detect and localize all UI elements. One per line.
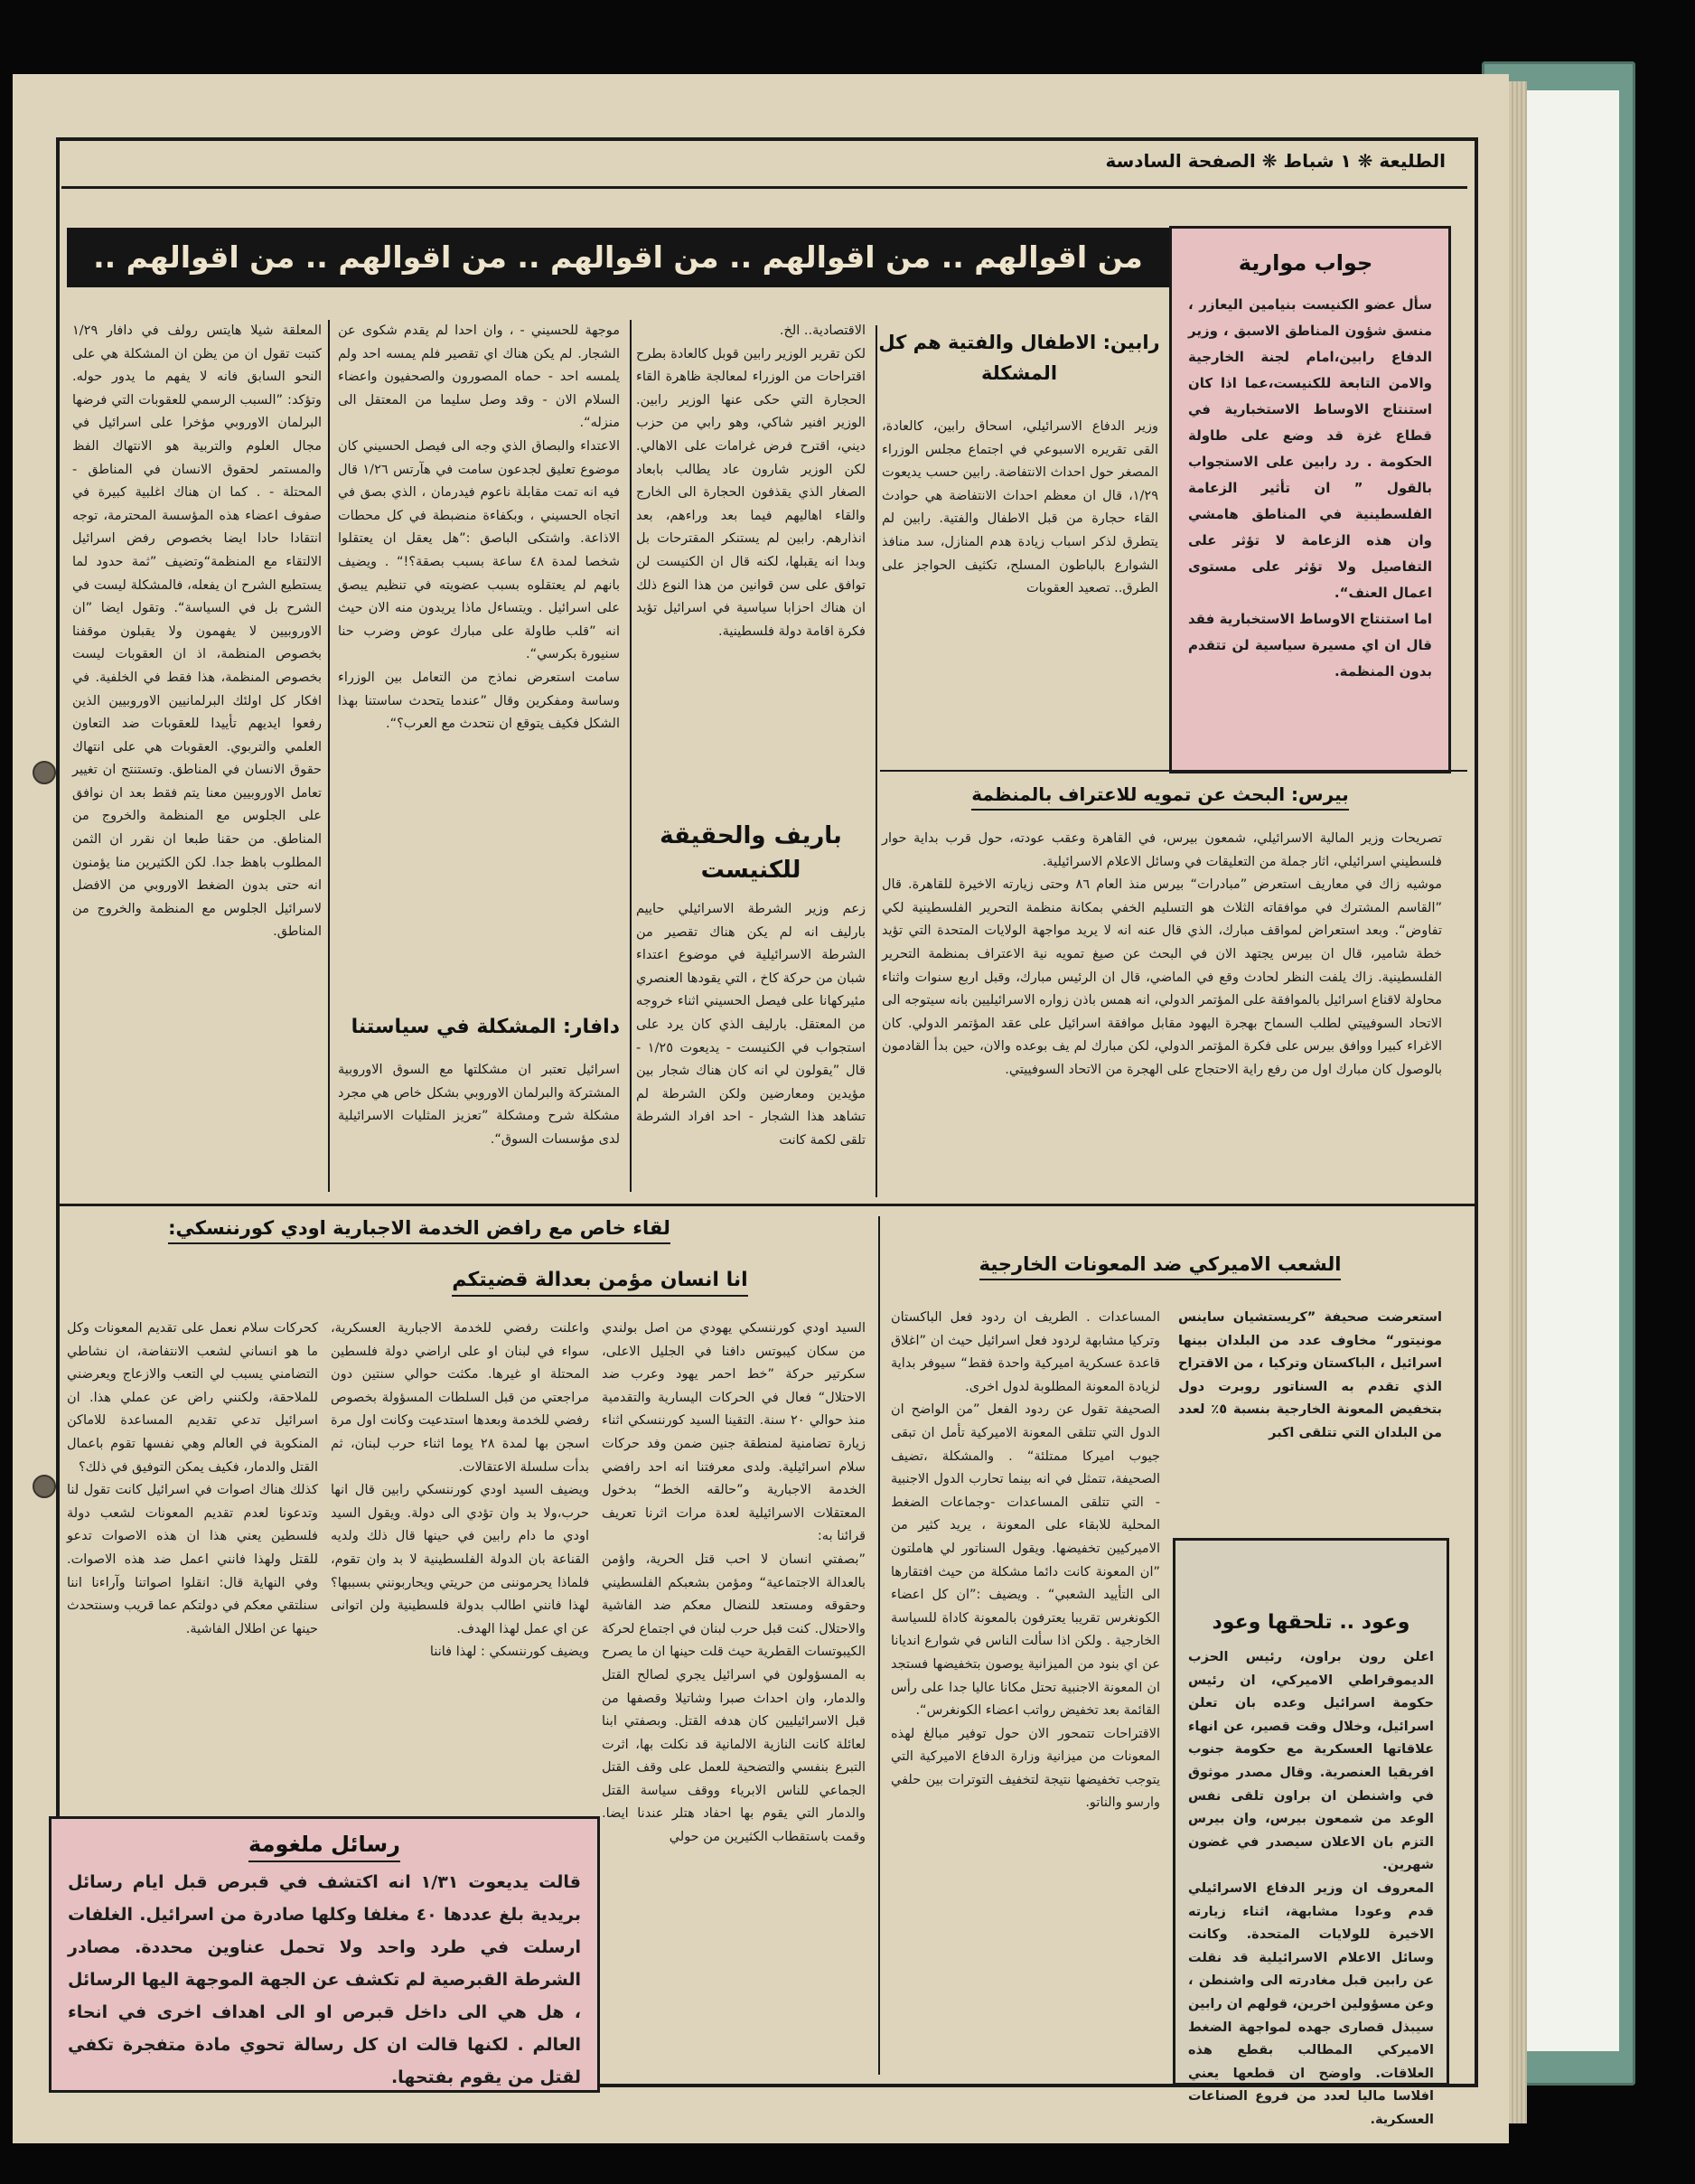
section-rule — [880, 770, 1467, 772]
interview-column-1: السيد اودي كورننسكي يهودي من اصل بولندي من سكان كيبوتس دافنا في الجليل الاعلى، سكرتير حركة ”خط احمر يهود وعرب ضد الاحتلال“ فعال في الحركات اليسارية والتقدمية منذ حوالي ٢٠ سنة. التقينا السيد كورننسكي اثناء زيارة تضامنية لمنطقة جنين ضمن وفد حركات سلام اسرائيلية. ولدى معرفتنا انه احد رافضي الخدمة الاجبارية و”حالقه الخط“ بدخول المعتقلات الاسرائيلية لعدة مرات اثرنا تعريف قرائنا به: ”بصفتي انسان لا احب قتل الحرية، واؤمن بالعدالة الاجتماعية“ ومؤمن بشعبكم الفلسطيني وحقوقه ومستعد للنضال معكم ضد الفاشية والاحتلال. كنت قبل حرب لبنان في اجتماع لحركة الكيبوتسات القطرية حيث قلت حينها ان ما يصرح به المسؤولون في اسرائيل يجري لصالح القتل والدمار، وان احداث صبرا وشاتيلا وقصفها من قبل الاسرائيليين كان هدفه القتل. وبصفتي ابنا لعائلة كانت النازية الالمانية قد نكلت بها، اثرت التبرع بنفسي والتضحية للعمل على وقف القتل الجماعي للناس الابرياء ووقف سياسة القتل والدمار التي يقوم بها احفاد هتلر عندنا ايضا. وقمت باستقطاب الكثيرين من حولي — [602, 1321, 866, 1845]
rabin-headline: رابين: الاطفال والفتية هم كل المشكلة — [878, 332, 1160, 384]
promises-body: اعلن رون براون، رئيس الحزب الديموقراطي الاميركي، ان رئيس حكومة اسرائيل وعده بان تعلن اسرائيل، وخلال وقت قصير، عن انهاء علاقاتها العسكرية مع حكومة جنوب افريقيا العنصرية. وقال مصدر موثوق في واشنطن ان براون تلقى نفس الوعد من شمعون بيرس، وان بيرس التزم بان الاعلان سيصدر في غضون شهرين. المعروف ان وزير الدفاع الاسرائيلي قدم وعودا مشابهة، اثناء زيارته الاخيرة للولايات المتحدة. وكانت وسائل الاعلام الاسرائيلية قد نقلت عن رابين قبل مغادرته الى واشنطن ، وعن مسؤولين اخرين، قولهم ان رابين سيبذل قصارى جهده لمواجهة الضغط الاميركي المطالب بقطع هذه العلاقات. واوضح ان قطعها يعني افلاسا ماليا لعدد من فروع الصناعات العسكرية. — [1188, 1650, 1434, 2127]
barlev-body: زعم وزير الشرطة الاسرائيلي حاييم بارليف انه لم يكن هناك تقصير من الشرطة الاسرائيلية في موضوع اعتداء شبان من حركة كاخ ، التي يقودها العنصري مئيركهانا على فيصل الحسيني اثناء خروجه من المعتقل. بارليف الذي كان يرد على استجواب في الكنيست - يديعوت ١/٢٥ - قال ”يقولون لي انه كان هناك شجار بين مؤيدين ومعارضين ولكن الشرطة لم تشاهد هذا الشجار - احد افراد الشرطة تلقى لكمة كانت — [636, 902, 866, 1148]
newspaper-page — [13, 74, 1509, 2143]
jawab-title: جواب موارية — [1238, 250, 1373, 276]
middle-column-body: الاقتصادية.. الخ. لكن تقرير الوزير رابين قوبل كالعادة بطرح اقتراحات من الوزراء لمعالجة ظاهرة القاء الحجارة التي حكى عنها الوزير رابين. الوزير افنير شاكي، وهو رابي من حزب ديني، اقترح فرض غرامات على الاهالي. لكن الوزير شارون عاد يطالب بابعاد الصغار الذي يقذفون الحجارة الى الخارج والقاء اهاليهم فيما بعد وراءهم، بعد انذارهم. رابين لم يستنكر المقترحات بل وبدا انه يقبلها، لكنه قال ان الكنيست لن توافق على سن قوانين من هذا النوع ذلك ان هناك احزابا سياسية في اسرائيل تؤيد فكرة اقامة دولة فلسطينية. — [636, 323, 866, 639]
column-rule — [328, 320, 330, 1192]
promises-box — [1173, 1538, 1449, 2127]
aid-left-column: المساعدات . الطريف ان ردود فعل الباكستان وتركيا مشابهة لردود فعل اسرائيل حيث ان ”اغلاق قاعدة عسكرية اميركية واحدة فقط“ سيوفر بداية لزيادة المعونة المطلوبة لدول اخرى. الصحيفة تقول عن ردود الفعل ”من الواضح ان الدول التي تتلقى المعونة الاميركية تأمل ان تبقى جيوب اميركا ممتلئة“ . والمشكلة ،تضيف الصحيفة، تتمثل في انه بينما تحارب الدول الاجنبية - التي تتلقى المساعدات -وجماعات الضغط المحلية للابقاء على المعونة ، يريد كثير من الاميركيين تخفيضها. ويقول السناتور لي هاملتون ”ان المعونة كانت دائما مشكلة من حيث افتقارها الى التأييد الشعبي“ . ويضيف :”ان كل اعضاء الكونغرس تقريبا يعترفون بالمعونة كاداة للسياسة الخارجية . ولكن اذا سألت الناس في شوارع انديانا عن اي بنود من الميزانية يوصون بتخفيضها فستجد ان المعونة الاجنبية تحتل مكانا عاليا جدا على رأس القائمة بعد تخفيض رواتب اعضاء الكونغرس“. الاقتراحات تتمحور الان حول توفير مبالغ لهذه المعونات من ميزانية وزارة الدفاع الاميركية التي يتوجب تخفيضها نتيجة لتخفيف التوترات بين حلفي وارسو والناتو. — [891, 1310, 1160, 1811]
peres-headline: بيرس: البحث عن تمويه للاعتراف بالمنظمة — [880, 779, 1440, 810]
interview-headline: لقاء خاص مع رافض الخدمة الاجبارية اودي كورننسكي: — [148, 1213, 690, 1243]
binding-hole — [33, 1475, 56, 1498]
interview-subtitle: انا انسان مؤمن بعدالة قضيتكم — [374, 1265, 826, 1296]
rabin-body: وزير الدفاع الاسرائيلي، اسحاق رابين، كالعادة، القى تقريره الاسبوعي في اجتماع مجلس الوزراء المصغر حول احداث الانتفاضة. رابين حسب يديعوت ١/٢٩، قال ان معظم احداث الانتفاضة هي حوادث القاء حجارة من قبل الاطفال والفتية. رابين لم يتطرق لذكر اسباب زيادة هدم المنازل، سد منافذ الشوارع بالباطون المسلح، تكثيف الحواجز على الطرق.. تصعيد العقوبات — [882, 419, 1158, 596]
interview-column-2: واعلنت رفضي للخدمة الاجبارية العسكرية، سواء في لبنان او على اراضي دولة فلسطين المحتلة او غيرها. مكثت حوالي سنتين دون مراجعتي من قبل السلطات المسؤولة بخصوص رفضي للخدمة وبعدها استدعيت وكانت اول مرة اسجن بها لمدة ٢٨ يوما اثناء حرب لبنان، ثم بدأت سلسلة الاعتقالات. ويضيف السيد اودي كورننسكي رابين قال انها حرب،ولا بد وان تؤدي الى دولة. ويقول السيد اودي ما دام رابين في حينها قال ذلك ولديه القناعة بان الدولة الفلسطينية لا بد وان تقوم، فلماذا يحرموننى من حريتي ويحاربونني بسببها؟ لهذا فانني اطالب بدولة فلسطينية ولن اتوانى عن اي عمل لهذا الهدف. ويضيف كورننسكي : لهذا فاننا — [331, 1321, 589, 1660]
jawab-box — [1169, 226, 1451, 773]
column-rule — [630, 320, 632, 1192]
letters-body: قالت يديعوت ١/٣١ انه اكتشف في قبرص قبل ايام رسائل بريدية بلغ عددها ٤٠ مغلفا وكلها صادرة من اسرائيل. الغلفات ارسلت في طرد واحد ولا تحمل عناوين محددة. مصادر الشرطة القبرصية لم تكشف عن الجهة الموجهة اليها الرسائل ، هل هي الى داخل قبرص او الى اهداف اخرى في انحاء العالم . لكنها قالت ان كل رسالة تحوي مادة متفجرة تكفي لقتل من يقوم بفتحها. — [68, 1872, 582, 2087]
aid-headline: الشعب الاميركي ضد المعونات الخارجية — [925, 1249, 1395, 1279]
sammet-column-body: موجهة للحسيني - ، وان احدا لم يقدم شكوى عن الشجار. لم يكن هناك اي تقصير فلم يمسه احد ولم يلمسه احد - حماه المصورون والصحفيون واعضاء السلام الان - وقد وصل سليما من المعتقل الى منزله“. الاعتداء والبصاق الذي وجه الى فيصل الحسيني كان موضوع تعليق لجدعون سامت في هآرتس ١/٢٦ قال فيه انه تمت مقابلة ناعوم فيدرمان ، الذي بصق في اتجاه الحسيني ، وبكفاءة منضبطة في كل محطات الاذاعة. واشتكى الباصق :”هل يعقل ان يعتقلوا شخصا لمدة ٤٨ ساعة بسبب بصقة؟!“ . ويضيف بانهم لم يعتقلوه بسبب عضويته في تنظيم يبصق على اسرائيل . ويتساءل ماذا يريدون منه الان حيث انه ”قلب طاولة على مبارك عوض وضرب حنا سنيورة بكرسي“. سامت استعرض نماذج من التعامل بين الوزراء وساسة ومفكرين وقال ”عندما يتحدث ساستنا بهذا الشكل فكيف يتوقع ان نتحدث مع العرب؟“. — [338, 323, 620, 732]
running-head: الطليعة ❋ ١ شباط ❋ الصفحة السادسة — [1105, 150, 1446, 172]
jawab-body: سأل عضو الكنيست بنيامين اليعازر ، منسق شؤون المناطق الاسبق ، وزير الدفاع رابين،امام لجنة الخارجية والامن التابعة للكنيست،عما اذا كان استنتاج الاوساط الاستخبارية في قطاع غزة قد وضع على طاولة الحكومة . رد رابين على الاستجواب بالقول ” ان تأثير الزعامة الفلسطينية في المناطق هامشي وان هذه الزعامة لا تؤثر على التفاصيل ولا تؤثر على مستوى اعمال العنف“. اما استنتاج الاوساط الاستخبارية فقد قال ان اي مسيرة سياسية لن تتقدم بدون المنظمة. — [1188, 296, 1432, 680]
dafar-continuation-body: المعلقة شيلا هايتس رولف في دافار ١/٢٩ كتبت تقول ان من يظن ان المشكلة هي على النحو السابق فانه لا يفهم ما يدور حوله. وتؤكد: ”السبب الرسمي للعقوبات التي فرضها البرلمان الاوروبي مؤخرا على اسرائيل في مجال العلوم والتربية هو الانتهاك الفظ والمستمر لحقوق الانسان في المناطق - المحتلة - . كما ان هناك اغلبية كبيرة في صفوف اعضاء هذه المؤسسة المحترمة، توجه انتقادا حادا ايضا بخصوص رفض اسرائيل الالتقاء مع المنظمة“وتضيف ”ثمة حدود لما يستطيع الشرح ان يفعله، فالمشكلة ليست في الشرح بل في السياسة“. وتقول ايضا ”ان الاوروبيين لا يفهمون ولا يقبلون موقفنا بخصوص المنظمة، اذ ان العقوبات ليست بخصوص المنظمة، هذا فقط في الخلفية. في افكار كل اولئك البرلمانيين الاوروبيين الذين رفعوا ايديهم تأييدا للعقوبات ضد التعاون العلمي والتربوي. العقوبات هي على انتهاك حقوق الانسان في المناطق. وتستنتج ان تغيير تعامل الاوروبيين معنا يتم فقط بعد ان نوافق على الجلوس مع المنظمة والخروج من المناطق. من حقنا طبعا ان نقرر ان الثمن المطلوب باهظ جدا. لكن الكثيرين منا يؤمنون انه حتى بدون الضغط الاوروبي من الافضل لاسرائيل الجلوس مع المنظمة والخروج من المناطق. — [72, 323, 322, 940]
binding-hole — [33, 761, 56, 784]
interview-column-3: كحركات سلام نعمل على تقديم المعونات وكل ما هو انساني لشعب الانتفاضة، ان نشاطي التضامني يسبب لي التعب والازعاج ويعرضني للملاحقة، ولكنني راض عن عملي هذا. ان اسرائيل تدعي تقديم المساعدة للاماكن المنكوبة في العالم وهي نفسها تقوم باعمال القتل والدمار، فكيف يمكن التوفيق في ذلك؟ كذلك هناك اصوات في اسرائيل كانت تقول لنا وتدعونا لعدم تقديم المعونات لشعب دولة فلسطين يعني هذا ان هذه الاصوات تدعو للقتل ولهذا فانني اعمل ضد هذه الاصوات. وفي النهاية قال: انقلوا اصواتنا وآراءنا اننا سنلتقي معكم في دولتكم عما قريب وسنتحدث حينها عن اطلال الفاشية. — [67, 1321, 318, 1636]
letters-title: رسائل ملغومة — [52, 1832, 597, 1857]
dafar-headline: دافار: المشكلة في سياستنا — [351, 1016, 620, 1038]
banner-headline: من اقوالهم .. من اقوالهم .. من اقوالهم .. من اقوالهم .. من اقوالهم .. — [67, 228, 1169, 287]
running-header — [61, 143, 1467, 189]
aid-right-column: استعرضت صحيفة ”كريستشيان ساينس مونيتور“ مخاوف عدد من البلدان بينها اسرائيل ، الباكستان وتركيا ، من الاقتراح الذي تقدم به السناتور روبرت دول بتخفيض المعونة الخارجية بنسبة ٥٪ لعدد من البلدان التي تتلقى اكبر — [1178, 1310, 1442, 1440]
horizontal-divider — [56, 1204, 1475, 1206]
column-rule — [878, 1216, 880, 2075]
letters-box — [49, 1816, 600, 2093]
dafar-body: اسرائيل تعتبر ان مشكلتها مع السوق الاوروبية المشتركة والبرلمان الاوروبي بشكل خاص هي مجرد مشكلة شرح ومشكلة ”تعزيز المثليات الاسرائيلية لدى مؤسسات السوق“. — [338, 1063, 620, 1147]
peres-body: تصريحات وزير المالية الاسرائيلي، شمعون بيرس، في القاهرة وعقب عودته، حول قرب بداية حوار فلسطيني اسرائيلي، اثار جملة من التعليقات في وسائل الاعلام الاسرائيلية. موشيه زاك في معاريف استعرض ”مبادرات“ بيرس منذ العام ٨٦ وحتى زيارته الاخيرة للقاهرة. قال ”القاسم المشترك في موافقاته الثلاث هو التسليم الخفي بمكانة منظمة التحرير الفلسطينية لكي تفاوض“. وبعد استعراض لمواقف مبارك، الذي قال عنه انه لا يريد مواجهة الولايات المتحدة التي تؤيد خطة شامير، قال ان بيرس يجتهد الان في البحث عن صيغ تمويه نية الاعتراف بمنظمة التحرير الفلسطينية. زاك يلفت النظر لحادث وقع في الماضي، قال ان الرئيس مبارك، وقبل اربع سنوات واثناء محاولة لاقناع اسرائيل بالموافقة على المؤتمر الدولي، انه همس باذن زواره الاسرائيليين بانه سيتوجه الى الاتحاد السوفييتي لطلب السماح بهجرة اليهود مقابل موافقة اسرائيل على عقد المؤتمر الدولي. كان الاغراء كبيرا ووافق بيرس على فكرة المؤتمر الدولي، لكن مبارك لم يف بوعده والان، حين بدأ القادمون بالوصول كان مبارك اول من رفع راية الاحتجاج على الهجرة من الاتحاد السوفييتي. — [882, 831, 1442, 1077]
barlev-headline: باريف والحقيقة للكنيست — [660, 822, 842, 884]
column-rule — [876, 325, 877, 1197]
promises-title: وعود .. تلحقها وعود — [1212, 1611, 1410, 1634]
